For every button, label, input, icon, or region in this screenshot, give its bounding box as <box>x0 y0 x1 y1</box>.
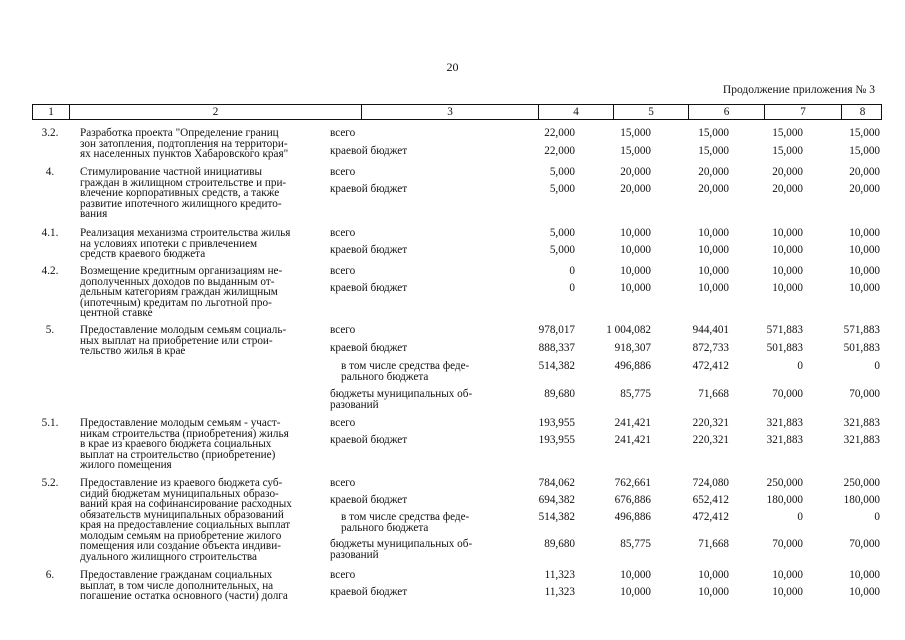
value-col-5: 762,661 <box>614 477 651 489</box>
value-col-4: 22,000 <box>544 127 575 139</box>
funding-label: всего <box>330 166 356 178</box>
funding-label: краевой бюджет <box>330 244 408 256</box>
value-col-5: 15,000 <box>620 145 651 157</box>
row-line-regional <box>0 283 905 294</box>
funding-label: всего <box>330 417 356 429</box>
funding-label: краевой бюджет <box>330 434 408 446</box>
value-col-8: 10,000 <box>849 586 880 598</box>
value-col-5: 20,000 <box>620 166 651 178</box>
value-col-4: 193,955 <box>538 434 575 446</box>
funding-label: краевой бюджет <box>330 342 408 354</box>
value-col-7: 10,000 <box>772 265 803 277</box>
value-col-6: 71,668 <box>698 388 729 400</box>
row-description: Возмещение кредитным организациям не- дополученных доходов по выданным от- дельным категориям граждан жилищным (ипотечным) кредитам по льготной про- центной ставке <box>80 265 283 319</box>
row-line-regional <box>0 495 905 506</box>
value-col-8: 0 <box>874 511 880 523</box>
value-col-5: 241,421 <box>614 434 651 446</box>
header-col-5: 5 <box>613 105 688 119</box>
value-col-5: 496,886 <box>614 511 651 523</box>
funding-label: бюджеты муниципальных об- разований <box>330 538 473 561</box>
funding-label: краевой бюджет <box>330 586 408 598</box>
funding-label: краевой бюджет <box>330 282 408 294</box>
row-line-regional <box>0 245 905 256</box>
value-col-8: 321,883 <box>843 417 880 429</box>
row-description: Стимулирование частной инициативы граждан в жилищном строительстве и при- влечение корпоративных средств, а также развитие ипотечного жилищного кредито- вания <box>80 166 287 220</box>
value-col-5: 918,307 <box>614 342 651 354</box>
value-col-7: 321,883 <box>766 434 803 446</box>
value-col-4: 11,323 <box>544 569 575 581</box>
value-col-6: 472,412 <box>692 360 729 372</box>
value-col-5: 1 004,082 <box>606 324 651 336</box>
value-col-6: 10,000 <box>698 282 729 294</box>
value-col-8: 15,000 <box>849 145 880 157</box>
value-col-4: 514,382 <box>538 511 575 523</box>
value-col-6: 71,668 <box>698 538 729 550</box>
appendix-continuation-note: Продолжение приложения № 3 <box>722 84 875 96</box>
value-col-6: 472,412 <box>692 511 729 523</box>
value-col-4: 514,382 <box>538 360 575 372</box>
value-col-8: 571,883 <box>843 324 880 336</box>
value-col-7: 20,000 <box>772 183 803 195</box>
row-number: 4.2. <box>41 265 59 277</box>
value-col-5: 10,000 <box>620 227 651 239</box>
header-col-6: 6 <box>688 105 764 119</box>
row-line-total <box>0 128 905 139</box>
value-col-4: 978,017 <box>538 324 575 336</box>
funding-label: краевой бюджет <box>330 494 408 506</box>
value-col-4: 5,000 <box>549 227 575 239</box>
value-col-4: 784,062 <box>538 477 575 489</box>
value-col-7: 10,000 <box>772 586 803 598</box>
row-description: Предоставление молодым семьям - участ- никам строительства (приобретения) жилья в крае из краевого бюджета социальных выплат на строительство (приобретение) жилого помещения <box>80 417 289 471</box>
row-line-total <box>0 418 905 429</box>
value-col-6: 10,000 <box>698 244 729 256</box>
value-col-5: 15,000 <box>620 127 651 139</box>
value-col-8: 10,000 <box>849 244 880 256</box>
value-col-4: 22,000 <box>544 145 575 157</box>
table-header-row <box>32 104 882 120</box>
row-description: Реализация механизма строительства жилья на условиях ипотеки с привлечением средств краевого бюджета <box>80 227 291 260</box>
value-col-5: 85,775 <box>620 388 651 400</box>
value-col-6: 944,401 <box>692 324 729 336</box>
value-col-5: 10,000 <box>620 265 651 277</box>
value-col-7: 10,000 <box>772 569 803 581</box>
value-col-8: 70,000 <box>849 388 880 400</box>
value-col-6: 20,000 <box>698 166 729 178</box>
row-line-municipal <box>0 388 905 411</box>
header-col-8: 8 <box>841 105 883 119</box>
row-description: Разработка проекта "Определение границ зон затопления, подтопления на территори- ях населенных пунктов Хабаровского края" <box>80 127 289 160</box>
value-col-4: 11,323 <box>544 586 575 598</box>
value-col-4: 89,680 <box>544 538 575 550</box>
value-col-8: 15,000 <box>849 127 880 139</box>
value-col-7: 0 <box>797 511 803 523</box>
row-line-regional <box>0 343 905 354</box>
value-col-8: 10,000 <box>849 265 880 277</box>
value-col-6: 10,000 <box>698 227 729 239</box>
value-col-8: 10,000 <box>849 282 880 294</box>
row-description: Предоставление из краевого бюджета суб- сидий бюджетам муниципальных образо- ваний края на софинансирование расходных обязательств муниципальных образований края на предоставление социальных выплат молодым семьям на приобретение жилого помещения или создание объекта индиви- дуального жилищного строительства <box>80 477 292 563</box>
value-col-4: 89,680 <box>544 388 575 400</box>
funding-label: всего <box>330 477 356 489</box>
header-col-7: 7 <box>764 105 841 119</box>
funding-sublabel: в том числе средства феде- рального бюджета <box>341 360 470 383</box>
value-col-5: 10,000 <box>620 586 651 598</box>
value-col-5: 20,000 <box>620 183 651 195</box>
value-col-8: 20,000 <box>849 166 880 178</box>
value-col-6: 220,321 <box>692 417 729 429</box>
value-col-5: 10,000 <box>620 244 651 256</box>
value-col-5: 676,886 <box>614 494 651 506</box>
value-col-7: 10,000 <box>772 282 803 294</box>
funding-label: всего <box>330 324 356 336</box>
funding-label: краевой бюджет <box>330 183 408 195</box>
row-number: 3.2. <box>41 127 59 139</box>
value-col-7: 571,883 <box>766 324 803 336</box>
value-col-4: 0 <box>569 265 575 277</box>
row-line-regional <box>0 184 905 195</box>
value-col-7: 10,000 <box>772 244 803 256</box>
value-col-6: 10,000 <box>698 586 729 598</box>
header-col-3: 3 <box>361 105 538 119</box>
row-line-federal <box>0 360 905 383</box>
value-col-5: 85,775 <box>620 538 651 550</box>
row-number: 4.1. <box>41 227 59 239</box>
row-line-total <box>0 325 905 336</box>
row-line-regional <box>0 587 905 598</box>
header-col-4: 4 <box>538 105 613 119</box>
funding-label: краевой бюджет <box>330 145 408 157</box>
value-col-7: 501,883 <box>766 342 803 354</box>
value-col-6: 872,733 <box>692 342 729 354</box>
value-col-8: 321,883 <box>843 434 880 446</box>
header-col-1: 1 <box>48 106 54 118</box>
value-col-7: 70,000 <box>772 538 803 550</box>
value-col-7: 180,000 <box>766 494 803 506</box>
value-col-7: 70,000 <box>772 388 803 400</box>
value-col-6: 10,000 <box>698 265 729 277</box>
funding-label: всего <box>330 127 356 139</box>
row-line-federal <box>0 511 905 534</box>
value-col-7: 20,000 <box>772 166 803 178</box>
row-number: 6. <box>45 569 55 581</box>
funding-sublabel: в том числе средства феде- рального бюджета <box>341 511 470 534</box>
row-number: 5.2. <box>41 477 59 489</box>
value-col-7: 15,000 <box>772 145 803 157</box>
row-line-total <box>0 478 905 489</box>
value-col-8: 501,883 <box>843 342 880 354</box>
value-col-6: 724,080 <box>692 477 729 489</box>
row-line-total <box>0 266 905 277</box>
value-col-7: 0 <box>797 360 803 372</box>
value-col-8: 180,000 <box>843 494 880 506</box>
row-line-regional <box>0 146 905 157</box>
row-number: 4. <box>45 166 55 178</box>
header-col-2: 2 <box>69 105 361 119</box>
value-col-5: 10,000 <box>620 282 651 294</box>
row-line-regional <box>0 435 905 446</box>
value-col-4: 5,000 <box>549 183 575 195</box>
row-description: Предоставление молодым семьям социаль- ных выплат на приобретение или строи- тельство жилья в крае <box>80 324 287 357</box>
value-col-7: 250,000 <box>766 477 803 489</box>
value-col-4: 888,337 <box>538 342 575 354</box>
row-description: Предоставление гражданам социальных выплат, в том числе дополнительных, на погашение остатка основного (части) долга <box>80 569 288 602</box>
value-col-4: 5,000 <box>549 244 575 256</box>
value-col-7: 321,883 <box>766 417 803 429</box>
value-col-6: 15,000 <box>698 127 729 139</box>
funding-label: всего <box>330 265 356 277</box>
value-col-8: 10,000 <box>849 227 880 239</box>
row-line-total <box>0 570 905 581</box>
row-number: 5.1. <box>41 417 59 429</box>
funding-label: бюджеты муниципальных об- разований <box>330 388 473 411</box>
value-col-6: 10,000 <box>698 569 729 581</box>
row-line-total <box>0 228 905 239</box>
funding-label: всего <box>330 227 356 239</box>
value-col-6: 15,000 <box>698 145 729 157</box>
value-col-6: 652,412 <box>692 494 729 506</box>
page-number: 20 <box>446 60 459 74</box>
value-col-8: 20,000 <box>849 183 880 195</box>
value-col-4: 193,955 <box>538 417 575 429</box>
row-number: 5. <box>45 324 55 336</box>
row-line-municipal <box>0 538 905 561</box>
value-col-7: 10,000 <box>772 227 803 239</box>
value-col-8: 250,000 <box>843 477 880 489</box>
value-col-4: 5,000 <box>549 166 575 178</box>
value-col-8: 0 <box>874 360 880 372</box>
value-col-6: 220,321 <box>692 434 729 446</box>
value-col-5: 10,000 <box>620 569 651 581</box>
value-col-5: 496,886 <box>614 360 651 372</box>
value-col-8: 70,000 <box>849 538 880 550</box>
value-col-5: 241,421 <box>614 417 651 429</box>
value-col-8: 10,000 <box>849 569 880 581</box>
value-col-6: 20,000 <box>698 183 729 195</box>
value-col-4: 694,382 <box>538 494 575 506</box>
value-col-4: 0 <box>569 282 575 294</box>
funding-label: всего <box>330 569 356 581</box>
row-line-total <box>0 167 905 178</box>
value-col-7: 15,000 <box>772 127 803 139</box>
